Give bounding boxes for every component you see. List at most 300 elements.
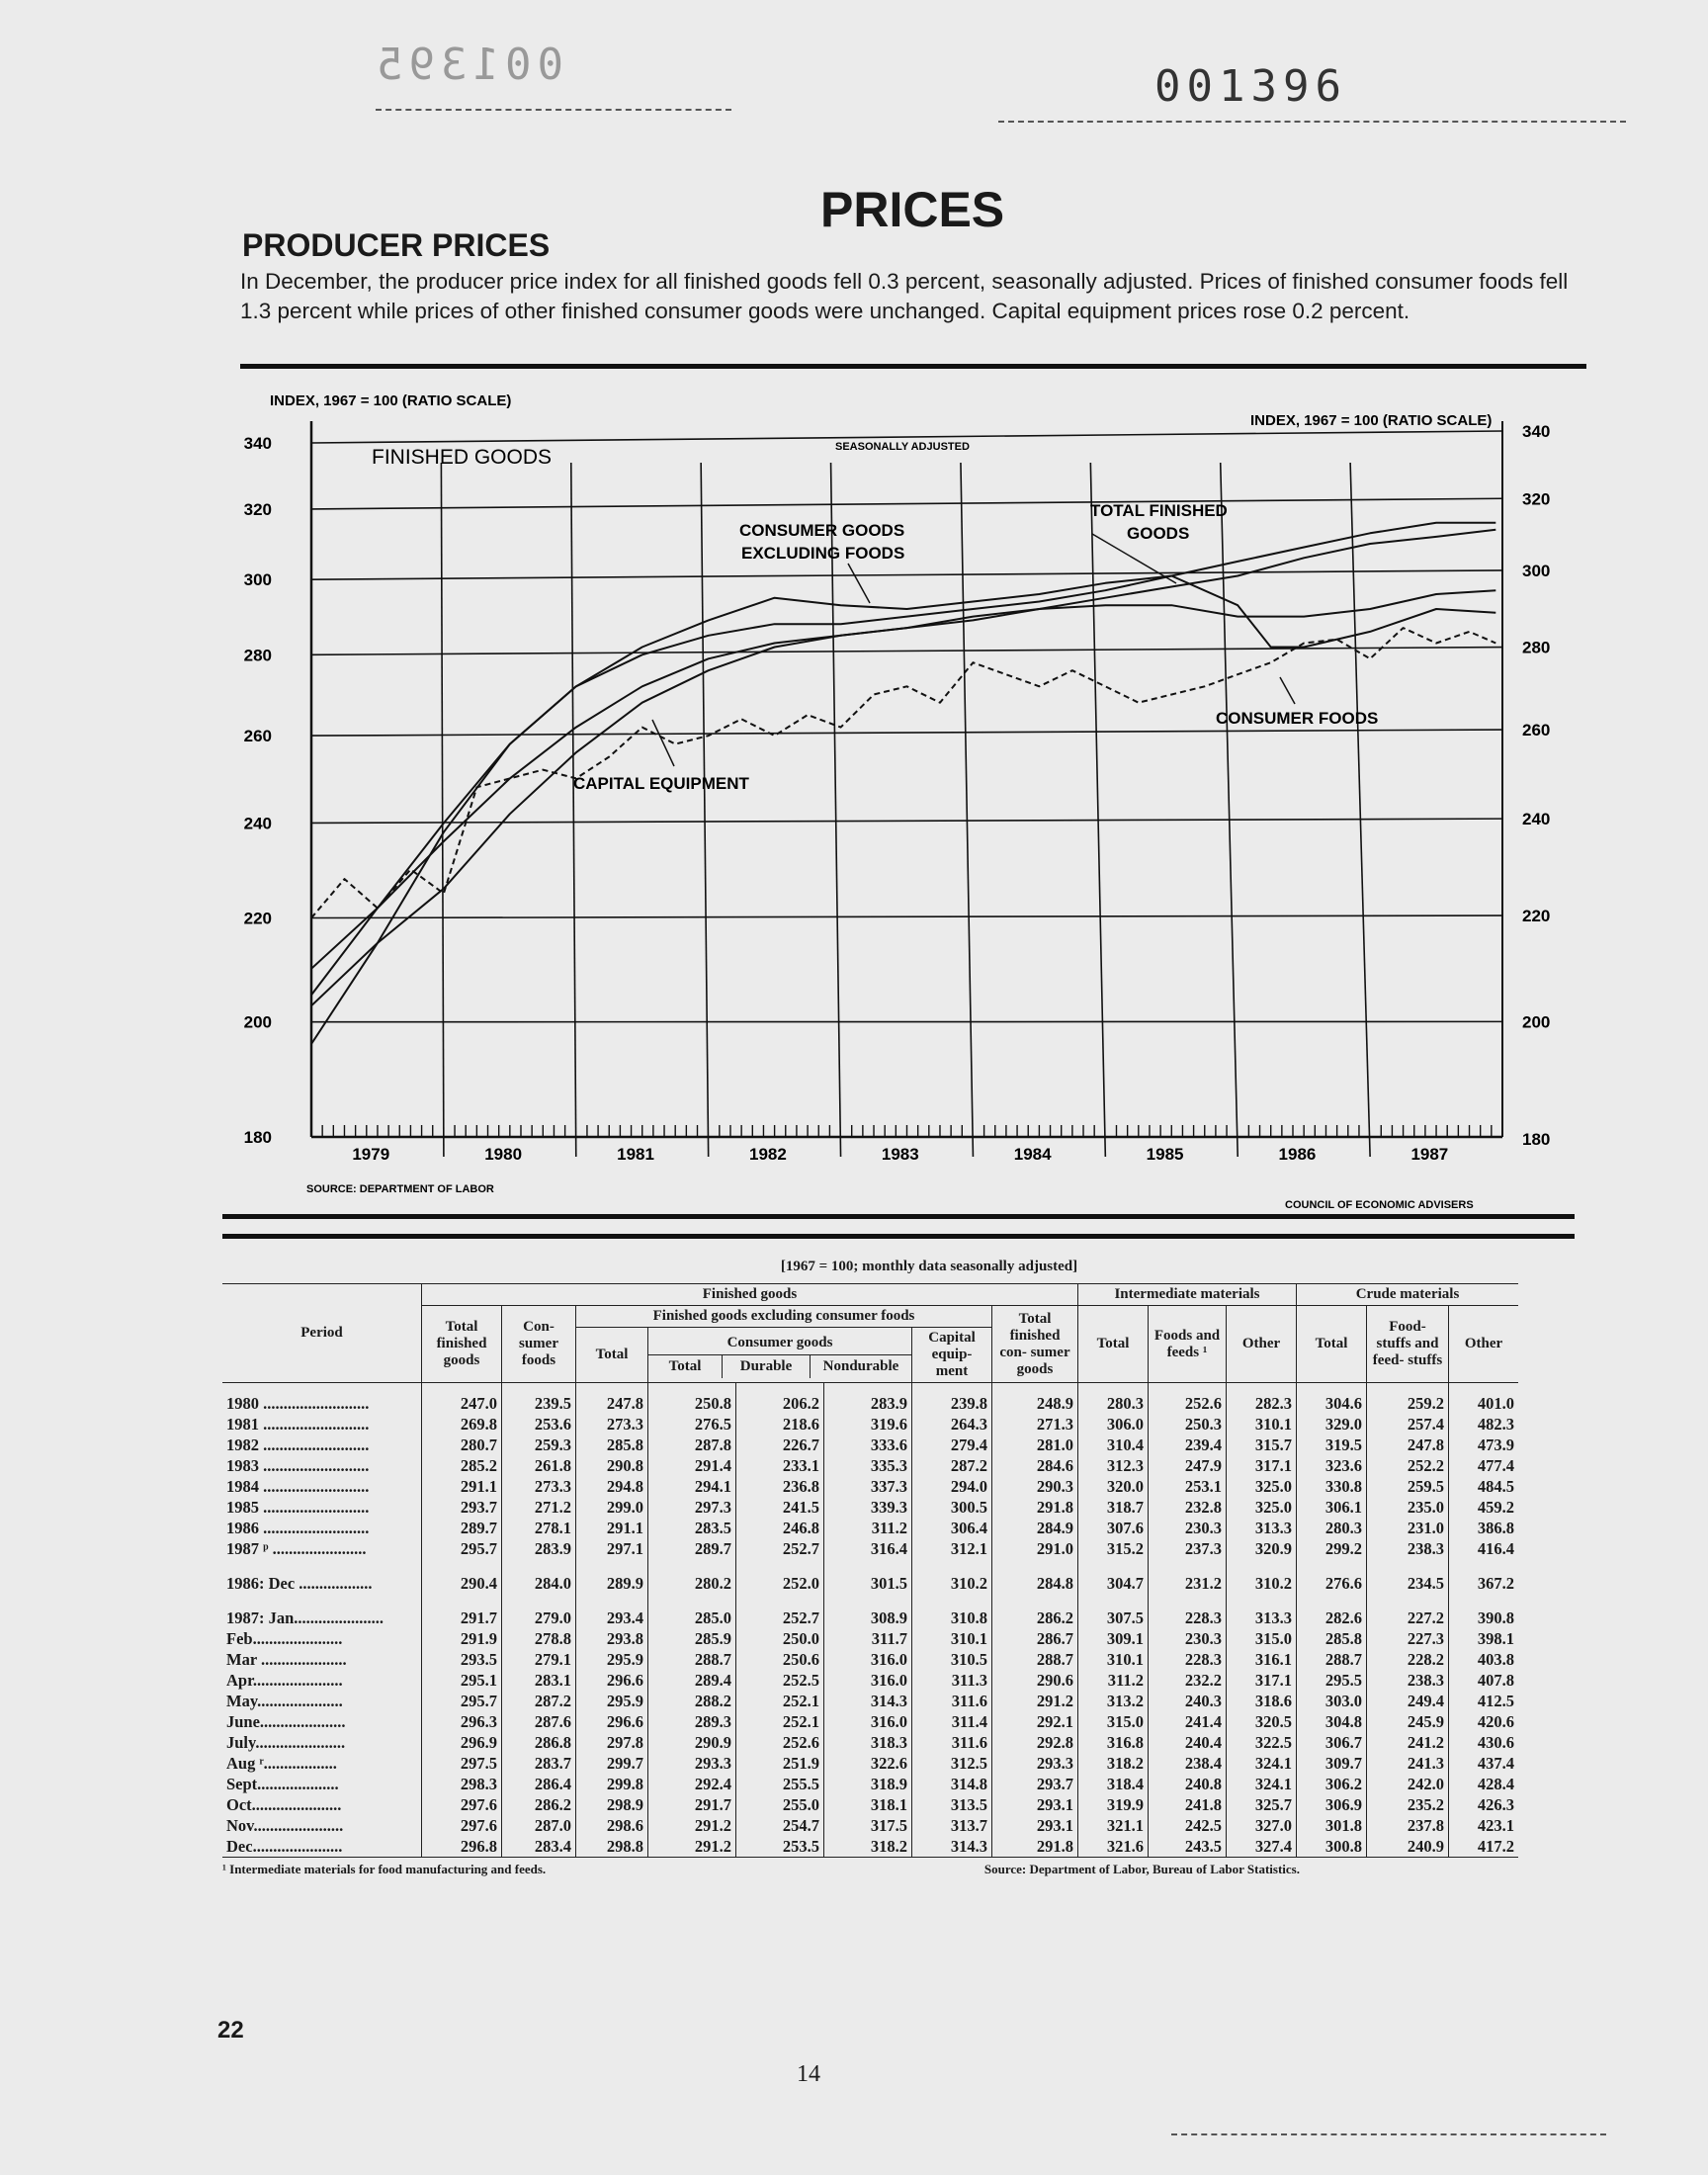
row-period: 1980 .......................... bbox=[222, 1393, 422, 1414]
table-cell: 240.4 bbox=[1149, 1732, 1227, 1753]
table-cell: 299.7 bbox=[576, 1753, 648, 1774]
table-cell: 310.2 bbox=[912, 1573, 992, 1594]
table-cell: 252.0 bbox=[736, 1573, 824, 1594]
table-cell: 321.1 bbox=[1078, 1815, 1149, 1836]
row-period: 1986: Dec .................. bbox=[222, 1573, 422, 1594]
table-cell: 291.4 bbox=[648, 1455, 736, 1476]
table-cell: 310.4 bbox=[1078, 1435, 1149, 1455]
table-cell: 296.6 bbox=[576, 1711, 648, 1732]
col-group-consumer-goods bbox=[648, 1328, 912, 1383]
col-cm-other: Other bbox=[1449, 1306, 1519, 1383]
x-tick-label: 1982 bbox=[749, 1145, 787, 1164]
table-cell: 280.3 bbox=[1297, 1518, 1367, 1538]
row-period: Sept.................... bbox=[222, 1774, 422, 1794]
table-cell: 293.4 bbox=[576, 1608, 648, 1628]
table-cell: 249.4 bbox=[1367, 1691, 1449, 1711]
year-gridline bbox=[831, 463, 841, 1157]
table-cell: 287.2 bbox=[912, 1455, 992, 1476]
table-cell: 308.9 bbox=[824, 1608, 912, 1628]
table-cell: 288.7 bbox=[1297, 1649, 1367, 1670]
y-tick-label-right: 180 bbox=[1522, 1130, 1551, 1149]
table-cell: 253.5 bbox=[736, 1836, 824, 1858]
row-spacer bbox=[222, 1383, 1518, 1394]
document-number-stamp: 001396 bbox=[1154, 61, 1347, 112]
table-cell: 279.0 bbox=[502, 1608, 576, 1628]
table-cell: 253.6 bbox=[502, 1414, 576, 1435]
table-cell: 292.8 bbox=[992, 1732, 1078, 1753]
table-cell: 301.5 bbox=[824, 1573, 912, 1594]
table-cell: 271.2 bbox=[502, 1497, 576, 1518]
row-period: Nov...................... bbox=[222, 1815, 422, 1836]
y-tick-label-left: 320 bbox=[243, 499, 272, 519]
producer-price-table bbox=[222, 1283, 1518, 1858]
table-cell: 297.3 bbox=[648, 1497, 736, 1518]
table-cell: 298.3 bbox=[422, 1774, 502, 1794]
table-cell: 282.6 bbox=[1297, 1608, 1367, 1628]
table-cell: 314.8 bbox=[912, 1774, 992, 1794]
table-cell: 306.2 bbox=[1297, 1774, 1367, 1794]
table-cell: 313.3 bbox=[1227, 1608, 1297, 1628]
label-consumer-goods-excl-foods-1: CONSUMER GOODS bbox=[739, 521, 905, 540]
table-cell: 228.2 bbox=[1367, 1649, 1449, 1670]
table-cell: 278.8 bbox=[502, 1628, 576, 1649]
table-cell: 484.5 bbox=[1449, 1476, 1519, 1497]
table-row bbox=[222, 1497, 1518, 1518]
y-tick-label-left: 260 bbox=[243, 727, 272, 746]
table-cell: 206.2 bbox=[736, 1393, 824, 1414]
y-tick-label-left: 240 bbox=[243, 814, 272, 833]
table-cell: 243.5 bbox=[1149, 1836, 1227, 1858]
table-cell: 327.4 bbox=[1227, 1836, 1297, 1858]
table-cell: 271.3 bbox=[992, 1414, 1078, 1435]
x-tick-label: 1981 bbox=[617, 1145, 654, 1164]
year-gridline bbox=[1090, 463, 1105, 1157]
table-cell: 295.7 bbox=[422, 1691, 502, 1711]
table-cell: 386.8 bbox=[1449, 1518, 1519, 1538]
table-cell: 318.9 bbox=[824, 1774, 912, 1794]
table-cell: 288.7 bbox=[992, 1649, 1078, 1670]
table-cell: 280.3 bbox=[1078, 1393, 1149, 1414]
table-cell: 290.8 bbox=[576, 1455, 648, 1476]
table-cell: 283.9 bbox=[824, 1393, 912, 1414]
table-cell: 297.8 bbox=[576, 1732, 648, 1753]
table-cell: 313.5 bbox=[912, 1794, 992, 1815]
table-row bbox=[222, 1476, 1518, 1497]
table-cell: 282.3 bbox=[1227, 1393, 1297, 1414]
table-cell: 322.5 bbox=[1227, 1732, 1297, 1753]
table-cell: 242.5 bbox=[1149, 1815, 1227, 1836]
table-cell: 309.1 bbox=[1078, 1628, 1149, 1649]
year-gridline bbox=[441, 463, 444, 1157]
table-cell: 255.5 bbox=[736, 1774, 824, 1794]
table-cell: 285.0 bbox=[648, 1608, 736, 1628]
table-cell: 237.3 bbox=[1149, 1538, 1227, 1559]
table-cell: 407.8 bbox=[1449, 1670, 1519, 1691]
table-cell: 238.3 bbox=[1367, 1670, 1449, 1691]
table-cell: 311.7 bbox=[824, 1628, 912, 1649]
table-cell: 236.8 bbox=[736, 1476, 824, 1497]
label-total-finished-goods-1: TOTAL FINISHED bbox=[1090, 501, 1228, 520]
table-cell: 276.5 bbox=[648, 1414, 736, 1435]
table-cell: 295.5 bbox=[1297, 1670, 1367, 1691]
table-cell: 306.4 bbox=[912, 1518, 992, 1538]
table-cell: 317.1 bbox=[1227, 1670, 1297, 1691]
consumer-goods-heading: Consumer goods bbox=[648, 1332, 911, 1355]
table-row bbox=[222, 1628, 1518, 1649]
y-tick-label-right: 260 bbox=[1522, 721, 1551, 740]
table-cell: 237.8 bbox=[1367, 1815, 1449, 1836]
table-cell: 273.3 bbox=[576, 1414, 648, 1435]
x-tick-label: 1985 bbox=[1146, 1145, 1184, 1164]
table-cell: 335.3 bbox=[824, 1455, 912, 1476]
table-cell: 247.0 bbox=[422, 1393, 502, 1414]
gridline bbox=[311, 498, 1502, 509]
row-period: 1987 ᵖ ....................... bbox=[222, 1538, 422, 1559]
y-tick-label-left: 280 bbox=[243, 646, 272, 665]
table-cell: 232.8 bbox=[1149, 1497, 1227, 1518]
col-total-finished-consumer-goods: Total finished con- sumer goods bbox=[992, 1306, 1078, 1383]
table-cell: 295.9 bbox=[576, 1691, 648, 1711]
table-cell: 310.1 bbox=[912, 1628, 992, 1649]
table-cell: 316.0 bbox=[824, 1711, 912, 1732]
year-gridline bbox=[1350, 463, 1370, 1157]
table-row bbox=[222, 1538, 1518, 1559]
col-group-excl-consumer-foods: Finished goods excluding consumer foods bbox=[576, 1306, 992, 1328]
table-cell: 339.3 bbox=[824, 1497, 912, 1518]
series-line-consumer-goods-excluding-foods bbox=[311, 576, 1495, 1045]
table-cell: 253.1 bbox=[1149, 1476, 1227, 1497]
y-tick-label-left: 300 bbox=[243, 570, 272, 590]
table-cell: 292.4 bbox=[648, 1774, 736, 1794]
table-cell: 294.1 bbox=[648, 1476, 736, 1497]
table-cell: 321.6 bbox=[1078, 1836, 1149, 1858]
table-cell: 291.8 bbox=[992, 1497, 1078, 1518]
x-tick-label: 1983 bbox=[881, 1145, 919, 1164]
y-tick-label-right: 220 bbox=[1522, 907, 1551, 926]
table-cell: 246.8 bbox=[736, 1518, 824, 1538]
table-cell: 325.0 bbox=[1227, 1497, 1297, 1518]
table-cell: 293.7 bbox=[992, 1774, 1078, 1794]
table-cell: 295.9 bbox=[576, 1649, 648, 1670]
table-cell: 252.1 bbox=[736, 1711, 824, 1732]
table-cell: 297.1 bbox=[576, 1538, 648, 1559]
table-cell: 283.9 bbox=[502, 1538, 576, 1559]
table-cell: 259.2 bbox=[1367, 1393, 1449, 1414]
col-group-crude-materials: Crude materials bbox=[1297, 1284, 1519, 1306]
table-cell: 430.6 bbox=[1449, 1732, 1519, 1753]
y-tick-label-left: 220 bbox=[243, 909, 272, 928]
table-cell: 333.6 bbox=[824, 1435, 912, 1455]
table-top-rule bbox=[222, 1234, 1575, 1239]
y-tick-label-left: 200 bbox=[243, 1012, 272, 1032]
pointer-consumer-goods-excl-foods bbox=[848, 564, 870, 603]
table-cell: 318.3 bbox=[824, 1732, 912, 1753]
row-period: Apr...................... bbox=[222, 1670, 422, 1691]
table-cell: 315.0 bbox=[1078, 1711, 1149, 1732]
table-body bbox=[222, 1383, 1518, 1858]
table-row bbox=[222, 1711, 1518, 1732]
table-cell: 241.2 bbox=[1367, 1732, 1449, 1753]
table-cell: 230.3 bbox=[1149, 1628, 1227, 1649]
table-cell: 304.6 bbox=[1297, 1393, 1367, 1414]
table-cell: 323.6 bbox=[1297, 1455, 1367, 1476]
table-cell: 257.4 bbox=[1367, 1414, 1449, 1435]
page-heading: PRICES bbox=[820, 182, 1005, 237]
table-cell: 294.0 bbox=[912, 1476, 992, 1497]
table-cell: 314.3 bbox=[912, 1836, 992, 1858]
y-tick-label-right: 300 bbox=[1522, 561, 1551, 580]
table-cell: 273.3 bbox=[502, 1476, 576, 1497]
col-foodstuffs-feedstuffs: Food- stuffs and feed- stuffs bbox=[1367, 1306, 1449, 1383]
table-cell: 291.7 bbox=[648, 1794, 736, 1815]
table-cell: 240.8 bbox=[1149, 1774, 1227, 1794]
table-cell: 367.2 bbox=[1449, 1573, 1519, 1594]
table-cell: 254.7 bbox=[736, 1815, 824, 1836]
table-cell: 325.7 bbox=[1227, 1794, 1297, 1815]
table-cell: 247.8 bbox=[1367, 1435, 1449, 1455]
table-cell: 293.8 bbox=[576, 1628, 648, 1649]
col-cm-total: Total bbox=[1297, 1306, 1367, 1383]
table-cell: 228.3 bbox=[1149, 1649, 1227, 1670]
table-cell: 284.8 bbox=[992, 1573, 1078, 1594]
y-tick-label-right: 200 bbox=[1522, 1012, 1551, 1032]
table-cell: 299.0 bbox=[576, 1497, 648, 1518]
table-cell: 280.7 bbox=[422, 1435, 502, 1455]
row-period: Oct...................... bbox=[222, 1794, 422, 1815]
y-axis-right bbox=[1522, 422, 1550, 1149]
table-cell: 320.9 bbox=[1227, 1538, 1297, 1559]
table-cell: 290.9 bbox=[648, 1732, 736, 1753]
table-cell: 291.9 bbox=[422, 1628, 502, 1649]
table-cell: 296.3 bbox=[422, 1711, 502, 1732]
table-cell: 401.0 bbox=[1449, 1393, 1519, 1414]
table-row bbox=[222, 1573, 1518, 1594]
table-cell: 292.1 bbox=[992, 1711, 1078, 1732]
col-cg-total: Total bbox=[648, 1355, 723, 1378]
table-row bbox=[222, 1435, 1518, 1455]
table-row bbox=[222, 1518, 1518, 1538]
table-cell: 473.9 bbox=[1449, 1435, 1519, 1455]
table-cell: 279.1 bbox=[502, 1649, 576, 1670]
table-cell: 320.0 bbox=[1078, 1476, 1149, 1497]
table-cell: 284.9 bbox=[992, 1518, 1078, 1538]
table-cell: 227.2 bbox=[1367, 1608, 1449, 1628]
table-cell: 293.7 bbox=[422, 1497, 502, 1518]
seasonal-note: SEASONALLY ADJUSTED bbox=[835, 441, 970, 453]
table-cell: 279.4 bbox=[912, 1435, 992, 1455]
table-cell: 252.6 bbox=[736, 1732, 824, 1753]
row-period: July...................... bbox=[222, 1732, 422, 1753]
table-cell: 248.9 bbox=[992, 1393, 1078, 1414]
table-cell: 324.1 bbox=[1227, 1753, 1297, 1774]
table-row bbox=[222, 1414, 1518, 1435]
series-line-finished-goods bbox=[311, 590, 1495, 969]
table-cell: 318.1 bbox=[824, 1794, 912, 1815]
table-cell: 250.6 bbox=[736, 1649, 824, 1670]
y-axis-left bbox=[244, 434, 272, 1147]
table-cell: 234.5 bbox=[1367, 1573, 1449, 1594]
table-cell: 235.2 bbox=[1367, 1794, 1449, 1815]
table-cell: 310.8 bbox=[912, 1608, 992, 1628]
table-cell: 295.7 bbox=[422, 1538, 502, 1559]
table-cell: 250.8 bbox=[648, 1393, 736, 1414]
table-cell: 252.6 bbox=[1149, 1393, 1227, 1414]
table-cell: 289.7 bbox=[422, 1518, 502, 1538]
col-group-finished-goods: Finished goods bbox=[422, 1284, 1078, 1306]
chart-series bbox=[311, 523, 1495, 1044]
table-cell: 310.5 bbox=[912, 1649, 992, 1670]
table-cell: 291.8 bbox=[992, 1836, 1078, 1858]
table-cell: 285.8 bbox=[1297, 1628, 1367, 1649]
table-cell: 286.2 bbox=[502, 1794, 576, 1815]
table-cell: 318.7 bbox=[1078, 1497, 1149, 1518]
table-cell: 238.3 bbox=[1367, 1538, 1449, 1559]
col-consumer-foods: Con- sumer foods bbox=[502, 1306, 576, 1383]
table-cell: 301.8 bbox=[1297, 1815, 1367, 1836]
table-cell: 477.4 bbox=[1449, 1455, 1519, 1476]
x-axis bbox=[322, 1125, 1492, 1164]
table-cell: 313.7 bbox=[912, 1815, 992, 1836]
row-period: 1982 .......................... bbox=[222, 1435, 422, 1455]
table-cell: 252.7 bbox=[736, 1608, 824, 1628]
table-cell: 398.1 bbox=[1449, 1628, 1519, 1649]
table-cell: 293.3 bbox=[648, 1753, 736, 1774]
table-cell: 316.0 bbox=[824, 1649, 912, 1670]
table-cell: 231.2 bbox=[1149, 1573, 1227, 1594]
table-cell: 287.8 bbox=[648, 1435, 736, 1455]
table-cell: 228.3 bbox=[1149, 1608, 1227, 1628]
table-cell: 297.5 bbox=[422, 1753, 502, 1774]
table-cell: 299.8 bbox=[576, 1774, 648, 1794]
table-cell: 259.3 bbox=[502, 1435, 576, 1455]
table-cell: 296.9 bbox=[422, 1732, 502, 1753]
table-cell: 241.8 bbox=[1149, 1794, 1227, 1815]
y-tick-label-right: 340 bbox=[1522, 422, 1551, 441]
table-cell: 423.1 bbox=[1449, 1815, 1519, 1836]
table-cell: 242.0 bbox=[1367, 1774, 1449, 1794]
table-cell: 324.1 bbox=[1227, 1774, 1297, 1794]
table-row bbox=[222, 1815, 1518, 1836]
table-cell: 218.6 bbox=[736, 1414, 824, 1435]
table-cell: 300.8 bbox=[1297, 1836, 1367, 1858]
table-cell: 291.1 bbox=[422, 1476, 502, 1497]
table-cell: 337.3 bbox=[824, 1476, 912, 1497]
col-nondurable: Nondurable bbox=[822, 1358, 899, 1374]
y-tick-label-right: 320 bbox=[1522, 489, 1551, 509]
table-cell: 311.2 bbox=[824, 1518, 912, 1538]
table-cell: 299.2 bbox=[1297, 1538, 1367, 1559]
table-row bbox=[222, 1608, 1518, 1628]
x-tick-label: 1984 bbox=[1013, 1145, 1052, 1164]
table-cell: 312.3 bbox=[1078, 1455, 1149, 1476]
col-capital-equipment: Capital equip- ment bbox=[912, 1328, 992, 1383]
table-cell: 291.0 bbox=[992, 1538, 1078, 1559]
table-cell: 325.0 bbox=[1227, 1476, 1297, 1497]
year-gridline bbox=[1221, 463, 1238, 1157]
table-row bbox=[222, 1794, 1518, 1815]
label-finished-goods: FINISHED GOODS bbox=[372, 446, 553, 469]
table-cell: 304.8 bbox=[1297, 1711, 1367, 1732]
table-cell: 416.4 bbox=[1449, 1538, 1519, 1559]
table-cell: 306.0 bbox=[1078, 1414, 1149, 1435]
table-cell: 318.2 bbox=[824, 1836, 912, 1858]
table-cell: 287.6 bbox=[502, 1711, 576, 1732]
col-foods-and-feeds: Foods and feeds ¹ bbox=[1149, 1306, 1227, 1383]
table-cell: 252.2 bbox=[1367, 1455, 1449, 1476]
table-cell: 283.5 bbox=[648, 1518, 736, 1538]
table-cell: 318.2 bbox=[1078, 1753, 1149, 1774]
table-footnote: ¹ Intermediate materials for food manufacturing and feeds. bbox=[222, 1862, 547, 1876]
table-cell: 245.9 bbox=[1367, 1711, 1449, 1732]
table-cell: 280.2 bbox=[648, 1573, 736, 1594]
row-spacer bbox=[222, 1594, 1518, 1608]
table-cell: 291.2 bbox=[992, 1691, 1078, 1711]
table-cell: 231.0 bbox=[1367, 1518, 1449, 1538]
label-total-finished-goods-2: GOODS bbox=[1127, 524, 1190, 543]
label-consumer-foods: CONSUMER FOODS bbox=[1216, 709, 1379, 728]
right-axis-title: INDEX, 1967 = 100 (RATIO SCALE) bbox=[1250, 412, 1493, 429]
gridline bbox=[311, 570, 1502, 579]
table-row bbox=[222, 1455, 1518, 1476]
chart-source-right: COUNCIL OF ECONOMIC ADVISERS bbox=[1285, 1199, 1474, 1211]
table-row bbox=[222, 1670, 1518, 1691]
year-gridline bbox=[961, 463, 974, 1157]
table-cell: 287.0 bbox=[502, 1815, 576, 1836]
section-title: PRODUCER PRICES bbox=[242, 227, 551, 263]
table-cell: 313.2 bbox=[1078, 1691, 1149, 1711]
table-cell: 318.4 bbox=[1078, 1774, 1149, 1794]
y-tick-label-left: 180 bbox=[243, 1128, 272, 1147]
table-cell: 284.6 bbox=[992, 1455, 1078, 1476]
table-row bbox=[222, 1732, 1518, 1753]
table-cell: 288.2 bbox=[648, 1691, 736, 1711]
table-cell: 252.5 bbox=[736, 1670, 824, 1691]
table-cell: 251.9 bbox=[736, 1753, 824, 1774]
label-capital-equipment: CAPITAL EQUIPMENT bbox=[573, 774, 749, 793]
table-cell: 239.5 bbox=[502, 1393, 576, 1414]
page-number: 22 bbox=[217, 2017, 244, 2044]
table-cell: 316.4 bbox=[824, 1538, 912, 1559]
table-cell: 289.7 bbox=[648, 1538, 736, 1559]
chart-frame bbox=[311, 421, 1502, 1137]
table-cell: 281.0 bbox=[992, 1435, 1078, 1455]
gridline bbox=[311, 819, 1502, 823]
bottom-dash-rule bbox=[1171, 2133, 1606, 2135]
table-cell: 315.2 bbox=[1078, 1538, 1149, 1559]
table-cell: 316.0 bbox=[824, 1670, 912, 1691]
table-cell: 316.8 bbox=[1078, 1732, 1149, 1753]
table-cell: 285.8 bbox=[576, 1435, 648, 1455]
y-tick-label-right: 280 bbox=[1522, 638, 1551, 657]
table-cell: 276.6 bbox=[1297, 1573, 1367, 1594]
table-caption: [1967 = 100; monthly data seasonally adjusted] bbox=[780, 1259, 1078, 1274]
table-cell: 317.1 bbox=[1227, 1455, 1297, 1476]
table-cell: 315.0 bbox=[1227, 1628, 1297, 1649]
gridline bbox=[311, 915, 1502, 917]
table-cell: 261.8 bbox=[502, 1455, 576, 1476]
table-cell: 241.5 bbox=[736, 1497, 824, 1518]
table-cell: 264.3 bbox=[912, 1414, 992, 1435]
chart-gridlines bbox=[311, 431, 1502, 1157]
table-cell: 311.2 bbox=[1078, 1670, 1149, 1691]
table-cell: 255.0 bbox=[736, 1794, 824, 1815]
table-cell: 240.3 bbox=[1149, 1691, 1227, 1711]
pointer-consumer-foods bbox=[1280, 677, 1295, 704]
table-cell: 286.8 bbox=[502, 1732, 576, 1753]
row-spacer bbox=[222, 1559, 1518, 1573]
table-cell: 307.6 bbox=[1078, 1518, 1149, 1538]
table-row bbox=[222, 1691, 1518, 1711]
